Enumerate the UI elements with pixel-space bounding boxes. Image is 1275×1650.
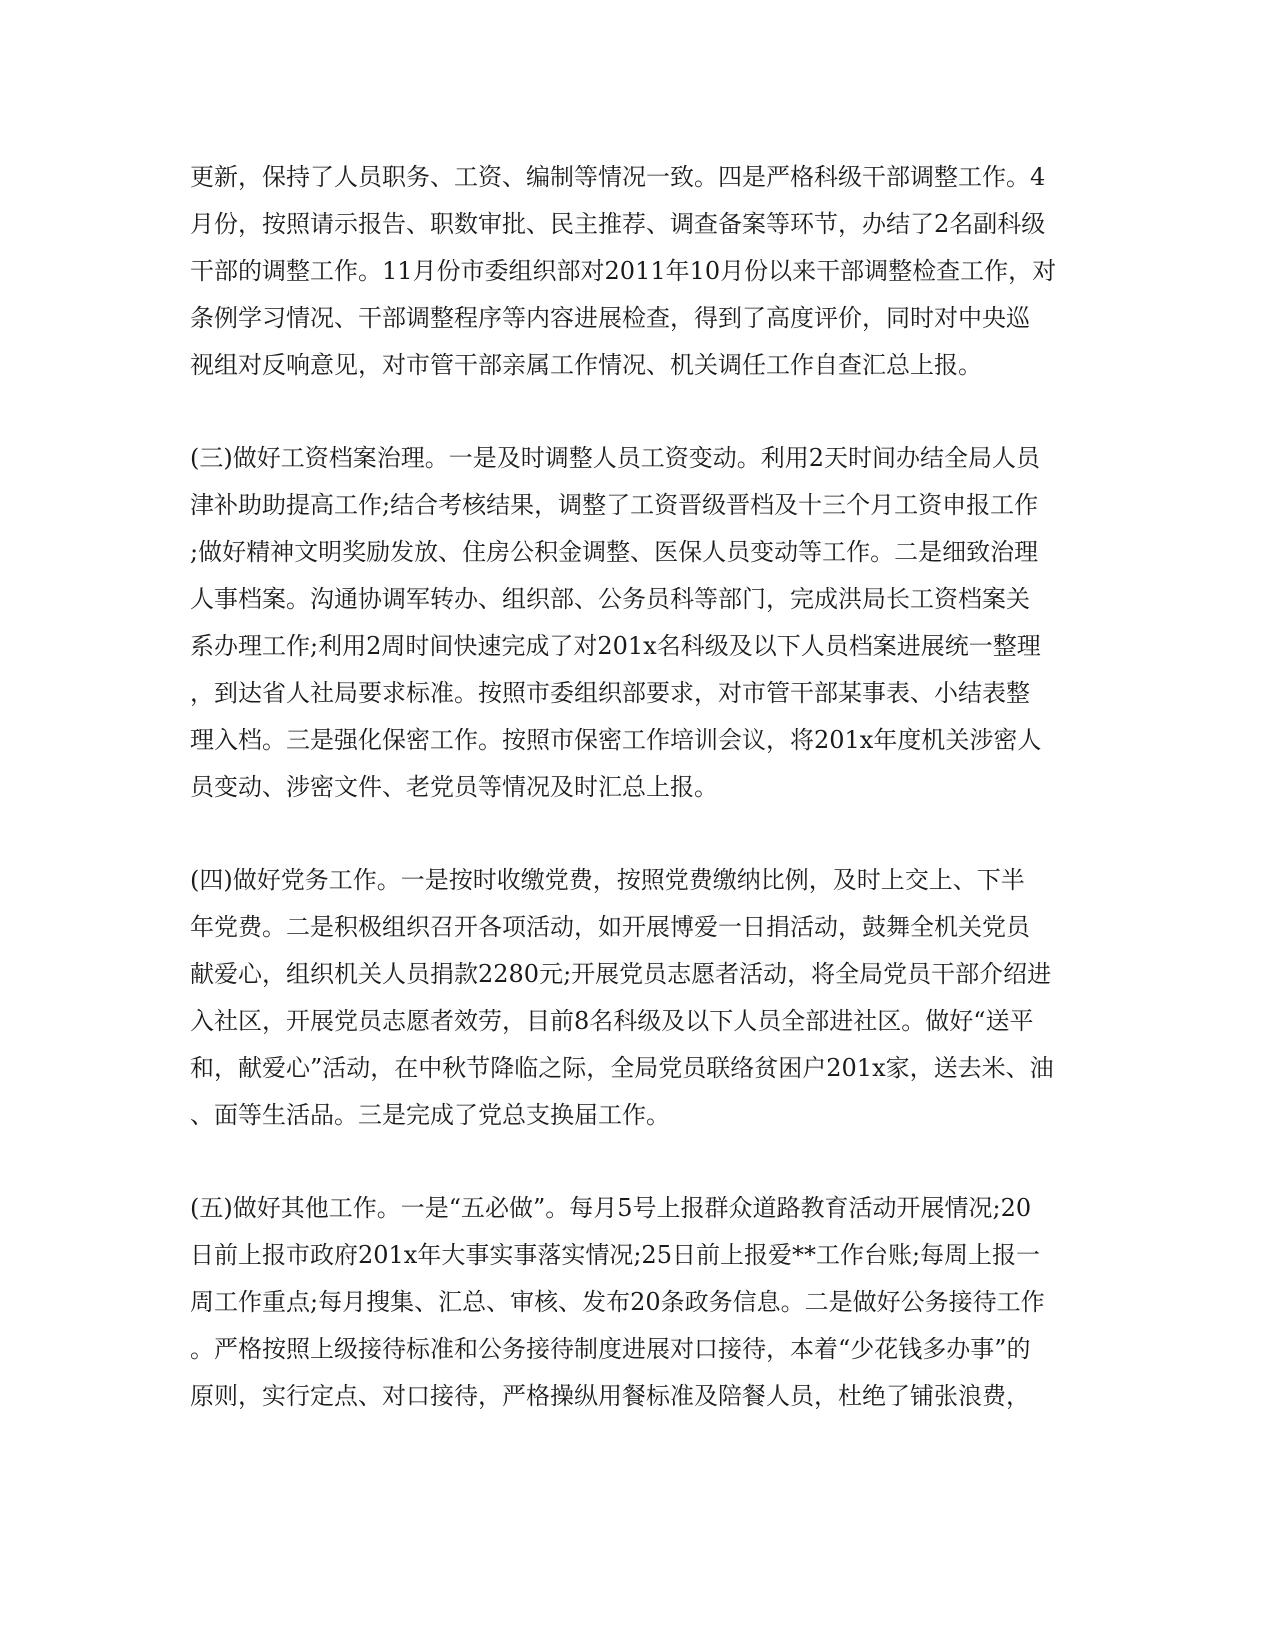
text-line: 和，献爱心”活动，在中秋节降临之际，全局党员联络贫困户201x家，送去米、油 xyxy=(190,1054,1054,1082)
text-line: 理入档。三是强化保密工作。按照市保密工作培训会议，将201x年度机关涉密人 xyxy=(190,726,1042,754)
text-line: 干部的调整工作。11月份市委组织部对2011年10月份以来干部调整检查工作，对 xyxy=(190,257,1057,285)
text-line: ，到达省人社局要求标准。按照市委组织部要求，对市管干部某事表、小结表整 xyxy=(190,679,1030,707)
text-line: 月份，按照请示报告、职数审批、民主推荐、调查备案等环节，办结了2名副科级 xyxy=(190,210,1046,238)
text-line: (四)做好党务工作。一是按时收缴党费，按照党费缴纳比例，及时上交上、下半 xyxy=(190,866,1025,894)
document-body xyxy=(190,154,1080,1420)
paragraph-party-affairs xyxy=(190,857,1080,1139)
paragraph-salary-archives xyxy=(190,435,1080,811)
paragraph-cadre-adjustment xyxy=(190,154,1080,389)
text-line: (三)做好工资档案治理。一是及时调整人员工资变动。利用2天时间办结全局人员 xyxy=(190,444,1040,472)
text-line: 年党费。二是积极组织召开各项活动，如开展博爱一日捐活动，鼓舞全机关党员 xyxy=(190,913,1030,941)
text-line: 周工作重点;每月搜集、汇总、审核、发布20条政务信息。二是做好公务接待工作 xyxy=(190,1288,1045,1316)
text-line: 原则，实行定点、对口接待，严格操纵用餐标准及陪餐人员，杜绝了铺张浪费， xyxy=(190,1382,1030,1410)
text-line: 更新，保持了人员职务、工资、编制等情况一致。四是严格科级干部调整工作。4 xyxy=(190,163,1046,191)
text-line: 条例学习情况、干部调整程序等内容进展检查，得到了高度评价，同时对中央巡 xyxy=(190,304,1030,332)
text-line: 日前上报市政府201x年大事实事落实情况;25日前上报爱**工作台账;每周上报一 xyxy=(190,1241,1041,1269)
text-line: 。严格按照上级接待标准和公务接待制度进展对口接待，本着“少花钱多办事”的 xyxy=(190,1335,1031,1363)
text-line: ;做好精神文明奖励发放、住房公积金调整、医保人员变动等工作。二是细致治理 xyxy=(190,538,1039,566)
text-line: 员变动、涉密文件、老党员等情况及时汇总上报。 xyxy=(190,773,718,801)
text-line: 人事档案。沟通协调军转办、组织部、公务员科等部门，完成洪局长工资档案关 xyxy=(190,585,1030,613)
text-line: 献爱心，组织机关人员捐款2280元;开展党员志愿者活动，将全局党员干部介绍进 xyxy=(190,960,1052,988)
paragraph-other-work xyxy=(190,1185,1080,1420)
text-line: 入社区，开展党员志愿者效劳，目前8名科级及以下人员全部进社区。做好“送平 xyxy=(190,1007,1034,1035)
text-line: 系办理工作;利用2周时间快速完成了对201x名科级及以下人员档案进展统一整理 xyxy=(190,632,1041,660)
text-line: 、面等生活品。三是完成了党总支换届工作。 xyxy=(190,1101,670,1129)
text-line: 津补助助提高工作;结合考核结果，调整了工资晋级晋档及十三个月工资申报工作 xyxy=(190,491,1039,519)
text-line: (五)做好其他工作。一是“五必做”。每月5号上报群众道路教育活动开展情况;20 xyxy=(190,1194,1032,1222)
text-line: 视组对反响意见，对市管干部亲属工作情况、机关调任工作自查汇总上报。 xyxy=(190,351,982,379)
